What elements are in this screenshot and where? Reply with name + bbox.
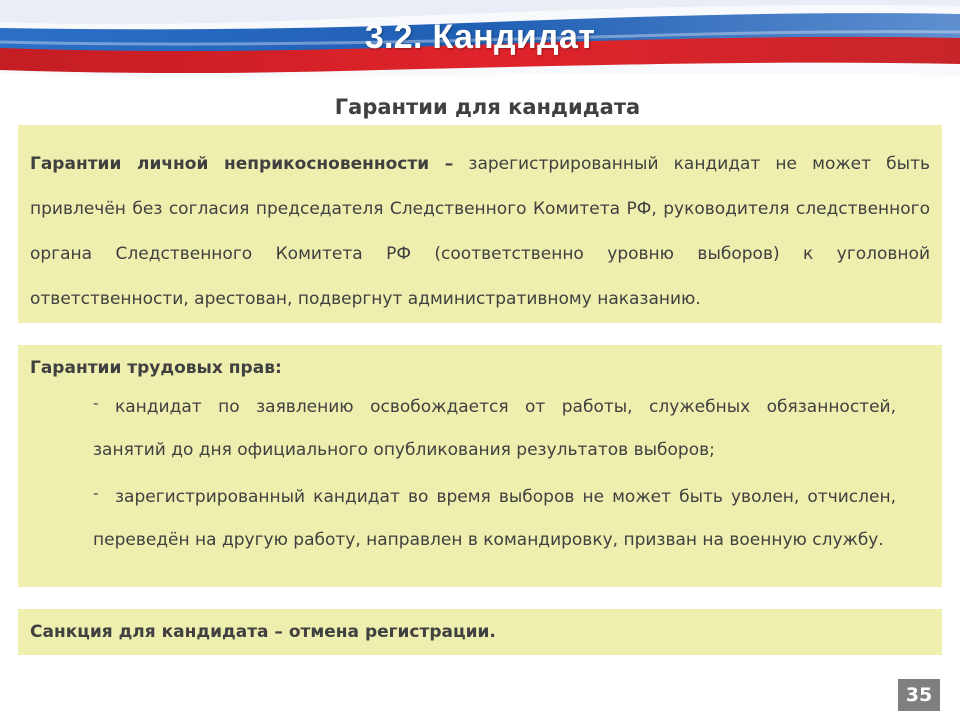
list-item [93,382,896,472]
slide-title: 3.2. Кандидат [364,18,596,56]
personal-inviolability-paragraph [30,142,930,322]
personal-inviolability-text: зарегистрированный кандидат не может быть привлечён без согласия председателя Следственного Комитета РФ, руководителя следственного органа Следственного Комитета РФ (соответственно уровню выборов) к уголовной ответственности, арестован, подвергнут административному наказанию. [30,154,930,309]
personal-inviolability-block [18,125,942,323]
list-item-text: зарегистрированный кандидат во время выборов не может быть уволен, отчислен, переведён на другую работу, направлен в командировку, призван на военную службу. [93,487,896,550]
labor-rights-heading: Гарантии трудовых прав: [30,358,282,378]
list-item [93,472,896,562]
dash-bullet: - [93,394,99,412]
section-subtitle: Гарантии для кандидата [334,95,641,119]
dash-bullet: - [93,484,99,502]
personal-inviolability-lead: Гарантии личной неприкосновенности – [30,154,454,174]
labor-rights-block [18,345,942,587]
list-item-text: кандидат по заявлению освобождается от работы, служебных обязанностей, занятий до дня официального опубликования результатов выборов; [93,397,896,460]
page-number: 35 [898,679,940,711]
sanction-block: Санкция для кандидата – отмена регистрации. [18,609,942,655]
